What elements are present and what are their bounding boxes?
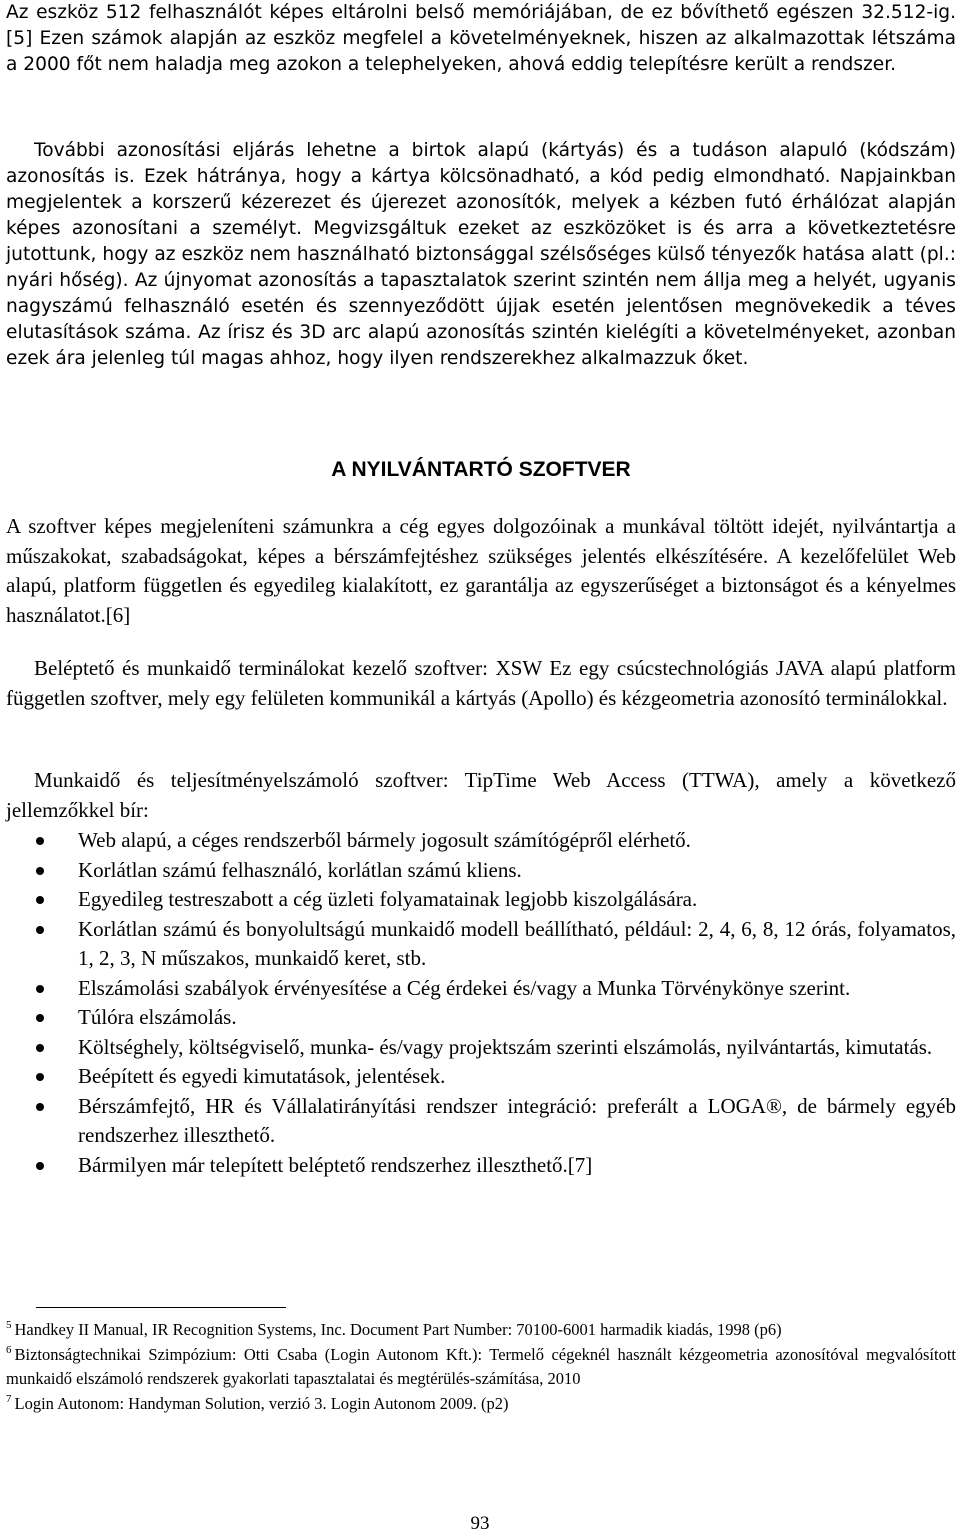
footnote [6,1392,956,1417]
footnote-text: Handkey II Manual, IR Recognition Systems, Inc. Document Part Number: 70100-6001 harmadik kiadás, 1998 (p6) [14,1320,782,1339]
bullet-icon [36,926,44,934]
footnote-divider [36,1307,286,1308]
footnote-number: 5 [6,1319,12,1331]
footnote [6,1318,956,1343]
paragraph-xsw-software: Beléptető és munkaidő terminálokat kezelő szoftver: XSW Ez egy csúcstechnológiás JAVA alapú platform független szoftver, mely egy felületen kommunikál a kártyás (Apollo) és kézgeometria azonosító terminálokkal. [6,656,956,710]
list-item: Korlátlan számú felhasználó, korlátlan számú kliens. [6,856,956,886]
page-number: 93 [470,1513,490,1534]
bullet-icon [36,985,44,993]
feature-list [6,826,956,1180]
list-item: Bérszámfejtő, HR és Vállalatirányítási rendszer integráció: preferált a LOGA®, de bármely egyéb rendszerhez illeszthető. [6,1092,956,1151]
list-item: Egyedileg testreszabott a cég üzleti folyamatainak legjobb kiszolgálására. [6,885,956,915]
bullet-icon [36,867,44,875]
list-item: Beépített és egyedi kimutatások, jelentések. [6,1062,956,1092]
bullet-icon [36,1073,44,1081]
bullet-icon [36,1014,44,1022]
section-heading: A NYILVÁNTARTÓ SZOFTVER [331,458,631,481]
footnote-number: 6 [6,1343,12,1356]
footnote-text: Biztonságtechnikai Szimpózium: Otti Csaba (Login Autonom Kft.): Termelő cégeknél használt kézgeometria azonosítóval megvalósított munkaidő elszámoló rendszerek gyakorlati tapasztalatai és megtérülés-számítása, 2010 [6,1344,956,1388]
bullet-icon [36,1044,44,1052]
bullet-icon [36,837,44,845]
bullet-icon [36,896,44,904]
bullet-icon [36,1162,44,1170]
list-item: Bármilyen már telepített beléptető rendszerhez illeszthető.[7] [6,1151,956,1181]
list-item: Túlóra elszámolás. [6,1003,956,1033]
footnote-text: Login Autonom: Handyman Solution, verzió 3. Login Autonom 2009. (p2) [14,1393,509,1413]
bullet-icon [36,1103,44,1111]
footnote [6,1343,956,1392]
list-item: Költséghely, költségviselő, munka- és/vagy projektszám szerinti elszámolás, nyilvántartás, kimutatás. [6,1033,956,1063]
paragraph-identification-methods: További azonosítási eljárás lehetne a birtok alapú (kártyás) és a tudáson alapuló (kódszám) azonosítás is. Ezek hátránya, hogy a kártya kölcsönadható, a kód pedig elmondható. Napjainkban megjelentek a korszerű kézerezet és újerezet azonosítók, melyek a kézben futó érhálózat alapján képes azonosítani a személyt. Megvizsgáltuk ezeket az eszközöket is és arra a következtetésre jutottunk, hogy az eszköz nem használható biztonsággal szélsőséges külső tényezők hatása alatt (pl.: nyári hőség). Az újnyomat azonosítás a tapasztalatok szerint szintén nem állja meg a helyét, ugyanis nagyszámú felhasználó esetén és szennyeződött újjak esetén jelentősen megnövekedik a téves elutasítások száma. Az írisz és 3D arc alapú azonosítás szintén kielégíti a követelményeket, azonban ezek ára jelenleg túl magas ahhoz, hogy ilyen rendszerekhez alkalmazzuk őket. [6,140,956,369]
list-item: Elszámolási szabályok érvényesítése a Cég érdekei és/vagy a Munka Törvénykönye szerint. [6,974,956,1004]
paragraph-ttwa-software: Munkaidő és teljesítményelszámoló szoftver: TipTime Web Access (TTWA), amely a következő jellemzőkkel bír: [6,768,956,822]
list-item: Web alapú, a céges rendszerből bármely jogosult számítógépről elérhető. [6,826,956,856]
footnotes [6,1318,956,1416]
paragraph-software-overview: A szoftver képes megjeleníteni számunkra a cég egyes dolgozóinak a munkával töltött idejét, nyilvántartja a műszakokat, szabadságokat, képes a bérszámfejtéshez szükséges jelentés elkészítésére. A kezelőfelület Web alapú, platform független és egyedileg kialakított, ez garantálja az egyszerűséget a biztonságot és a kényelmes használatot.[6] [6,514,956,627]
list-item: Korlátlan számú és bonyolultságú munkaidő modell beállítható, például: 2, 4, 6, 8, 12 órás, folyamatos, 1, 2, 3, N műszakos, munkaidő keret, stb. [6,915,956,974]
paragraph-device-capacity: Az eszköz 512 felhasználót képes eltárolni belső memóriájában, de ez bővíthető egészen 32.512-ig. [5] Ezen számok alapján az eszköz megfelel a követelményeknek, hiszen az alkalmazottak létszáma a 2000 főt nem haladja meg azokon a telephelyeken, ahová eddig telepítésre került a rendszer. [6,2,956,75]
footnote-number: 7 [6,1392,12,1405]
